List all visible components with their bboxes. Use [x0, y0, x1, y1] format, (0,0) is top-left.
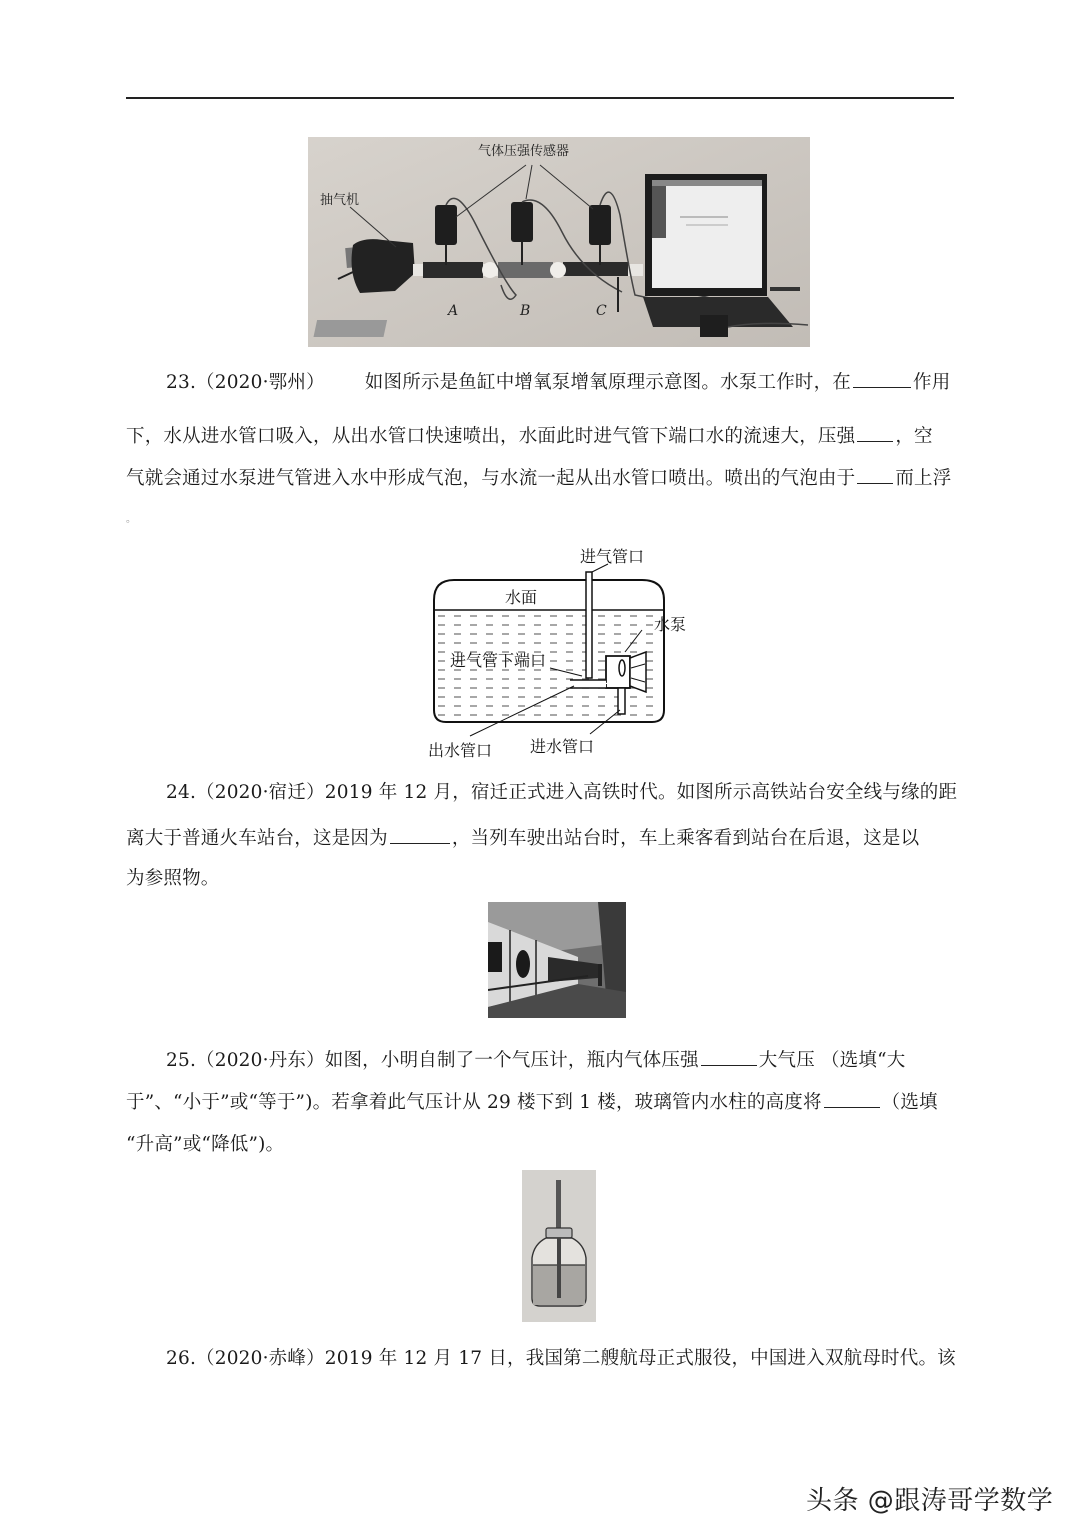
- question-26: [126, 1344, 956, 1374]
- pump-label: 抽气机: [320, 193, 360, 208]
- question-25-text-2a: 于”、“小于”或“等于”)。若拿着此气压计从 29 楼下到 1 楼，玻璃管内水柱的高度将: [126, 1092, 822, 1113]
- water-outlet-label: 出水管口: [428, 741, 493, 760]
- question-24-text-2b: ，当列车驶出站台时，车上乘客看到站台在后退，这是以: [451, 828, 920, 849]
- water-inlet-label: 进水管口: [530, 737, 595, 756]
- answer-blank-25-1[interactable]: [701, 1047, 757, 1066]
- fish-tank-diagram: [420, 540, 700, 762]
- question-23-text-2b: ，空: [895, 426, 933, 447]
- sensor-experiment-photo: [308, 137, 810, 347]
- question-25-text-1a: 25.（2020·丹东）如图，小明自制了一个气压计，瓶内气体压强: [166, 1050, 699, 1071]
- question-23-number: 23.（2020·鄂州）: [166, 372, 325, 393]
- answer-blank-23-2[interactable]: [857, 423, 893, 442]
- question-24-text-2a: 离大于普通火车站台，这是因为: [126, 828, 388, 849]
- answer-blank-23-1[interactable]: [853, 369, 911, 388]
- question-25: [126, 1046, 956, 1156]
- answer-blank-25-2[interactable]: [824, 1089, 880, 1108]
- question-26-text-1: 26.（2020·赤峰）2019 年 12 月 17 日，我国第二艘航母正式服役，中国进入双航母时代。该: [166, 1348, 956, 1369]
- question-24: [126, 778, 956, 888]
- point-a-label: A: [448, 303, 459, 319]
- answer-blank-23-3[interactable]: [857, 465, 893, 484]
- air-inlet-label: 进气管口: [580, 547, 645, 566]
- question-25-text-1b: 大气压 （选填“大: [758, 1050, 906, 1071]
- question-25-text-3: “升高”或“降低”)。: [126, 1134, 285, 1155]
- question-23-text-3b: 而上浮: [895, 468, 952, 489]
- question-24-text-3: 为参照物。: [126, 868, 220, 889]
- water-surface-label: 水面: [505, 588, 538, 607]
- question-23-text-2a: 下，水从进水管口吸入，从出水管口快速喷出，水面此时进气管下端口水的流速大，压强: [126, 426, 856, 447]
- air-tube-lower-end-label: 进气管下端口: [450, 651, 547, 670]
- point-b-label: B: [520, 303, 531, 319]
- question-23: [126, 368, 956, 528]
- point-c-label: C: [596, 303, 607, 319]
- answer-blank-24-1[interactable]: [390, 825, 450, 844]
- watermark: 头条 @跟涛哥学数学: [806, 1486, 1054, 1516]
- sensors-label: 气体压强传感器: [478, 144, 570, 159]
- question-23-text-1a: 如图所示是鱼缸中增氧泵增氧原理示意图。水泵工作时，在: [364, 372, 851, 393]
- barometer-bottle-photo: [522, 1170, 596, 1322]
- question-23-text-3a: 气就会通过水泵进气管进入水中形成气泡，与水流一起从出水管口喷出。喷出的气泡由于: [126, 468, 856, 489]
- question-23-text-1b: 作用: [913, 372, 951, 393]
- question-24-text-1: 24.（2020·宿迁）2019 年 12 月，宿迁正式进入高铁时代。如图所示高铁站台安全线与缘的距: [166, 782, 958, 803]
- question-25-text-2b: （选填: [881, 1092, 938, 1113]
- pump-label: 水泵: [654, 615, 687, 634]
- rail-platform-photo: [488, 902, 626, 1018]
- question-23-text-4: 。: [126, 514, 137, 525]
- header-rule: [126, 97, 954, 99]
